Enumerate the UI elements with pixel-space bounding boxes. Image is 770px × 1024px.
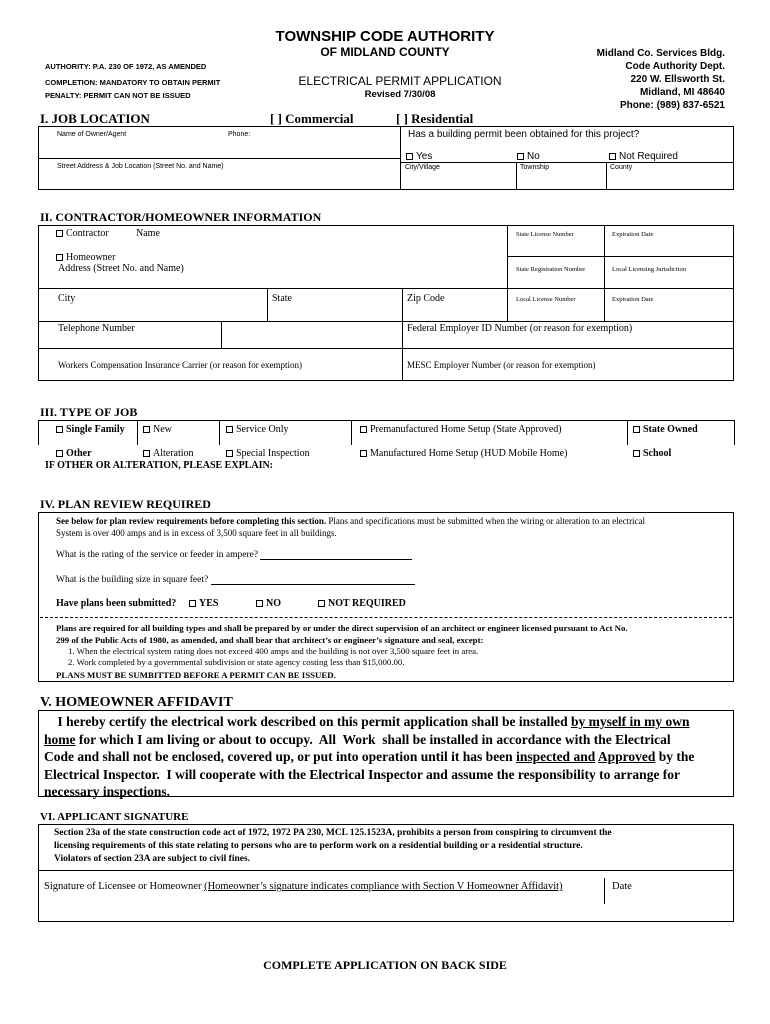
- checkbox[interactable]: [318, 600, 325, 607]
- expiration-date-label[interactable]: Expiration Date: [612, 231, 654, 238]
- checkbox[interactable]: [56, 230, 63, 237]
- checkbox[interactable]: [406, 153, 413, 160]
- plans-yes-option[interactable]: YES: [189, 598, 218, 609]
- penalty-text: PENALTY: PERMIT CAN NOT BE ISSUED: [45, 91, 191, 100]
- checkbox[interactable]: [360, 426, 367, 433]
- service-rating-question[interactable]: What is the rating of the service or feeder in ampere?: [56, 550, 412, 560]
- section-23a-text: Section 23a of the state construction code act of 1972, 1972 PA 230, MCL 125.1523A, prohibits a person from conspiring to circumvent the licensing requirements of this state relating to persons who are to perform work on a residential building or a residential structure. Violators of section 23A are subject to civil fines.: [54, 828, 612, 864]
- checkbox[interactable]: [56, 254, 63, 261]
- state-label[interactable]: State: [272, 293, 292, 304]
- form-title: TOWNSHIP CODE AUTHORITY: [275, 28, 495, 45]
- checkbox[interactable]: [226, 450, 233, 457]
- permit-not-required-option[interactable]: Not Required: [609, 151, 678, 162]
- new-option[interactable]: New: [143, 424, 172, 435]
- address-line: Midland, MI 48640: [639, 87, 725, 98]
- checkbox[interactable]: [517, 153, 524, 160]
- telephone-label[interactable]: Telephone Number: [58, 323, 135, 334]
- checkbox[interactable]: [226, 426, 233, 433]
- checkbox[interactable]: [256, 600, 263, 607]
- street-field-label[interactable]: Street Address & Job Location (Street No. and Name): [57, 163, 224, 170]
- checkbox[interactable]: [609, 153, 616, 160]
- checkbox[interactable]: [633, 450, 640, 457]
- checkbox[interactable]: [189, 600, 196, 607]
- section-2-title: II. CONTRACTOR/HOMEOWNER INFORMATION: [40, 210, 322, 224]
- other-option[interactable]: Other: [56, 448, 92, 459]
- zip-label[interactable]: Zip Code: [407, 293, 445, 304]
- back-side-notice: COMPLETE APPLICATION ON BACK SIDE: [263, 958, 507, 972]
- exception-item: 2. Work completed by a governmental subdivision or state agency costing less than $15,000.00.: [68, 657, 405, 667]
- state-license-label[interactable]: State License Number: [516, 231, 574, 238]
- homeowner-option[interactable]: Homeowner: [56, 252, 115, 263]
- address-line: Code Authority Dept.: [625, 61, 725, 72]
- plans-submitted-question: Have plans been submitted?: [56, 598, 177, 609]
- building-size-question[interactable]: What is the building size in square feet?: [56, 575, 415, 585]
- manufactured-option[interactable]: Manufactured Home Setup (HUD Mobile Home): [360, 448, 567, 459]
- exceptions-list: [68, 646, 478, 668]
- building-size-input[interactable]: [211, 584, 415, 585]
- section-3-title: III. TYPE OF JOB: [40, 405, 138, 419]
- permit-yes-option[interactable]: Yes: [406, 151, 432, 162]
- plans-not-required-option[interactable]: NOT REQUIRED: [318, 598, 406, 609]
- fein-label[interactable]: Federal Employer ID Number (or reason for exemption): [407, 323, 633, 334]
- special-inspection-option[interactable]: Special Inspection: [226, 448, 310, 459]
- service-only-option[interactable]: Service Only: [226, 424, 289, 435]
- affidavit-text: I hereby certify the electrical work described on this permit application shall be installed by myself in my own home for which I am living or about to occupy. All Work shall be installed in accordance with the Electrical Code and shall not be enclosed, covered up, or put into operation until it has been inspected and Approved by the Electrical Inspector. I will cooperate with the Electrical Inspector and assume the responsibility to arrange for necessary inspections.: [44, 714, 695, 799]
- school-option[interactable]: School: [633, 448, 671, 459]
- date-divider: [604, 878, 605, 904]
- residential-option[interactable]: [ ] Residential: [396, 111, 474, 126]
- office-phone: Phone: (989) 837-6521: [619, 100, 725, 111]
- address-label[interactable]: Address (Street No. and Name): [58, 263, 184, 274]
- plans-no-option[interactable]: NO: [256, 598, 281, 609]
- expiration-date-label[interactable]: Expiration Date: [612, 296, 654, 303]
- premanufactured-option[interactable]: Premanufactured Home Setup (State Approved): [360, 424, 562, 435]
- explain-label[interactable]: IF OTHER OR ALTERATION, PLEASE EXPLAIN:: [45, 460, 274, 471]
- checkbox[interactable]: [143, 426, 150, 433]
- exception-item: 1. When the electrical system rating does not exceed 400 amps and the building is not over 3,500 square feet in area.: [68, 646, 479, 656]
- checkbox[interactable]: [360, 450, 367, 457]
- checkbox[interactable]: [633, 426, 640, 433]
- city-village-label[interactable]: City/Village: [405, 164, 440, 171]
- township-label[interactable]: Township: [520, 164, 550, 171]
- county-label[interactable]: County: [610, 164, 633, 171]
- plans-requirement-text: Plans are required for all building types and shall be prepared by or under the direct supervision of an architect or engineer licensed pursuant to Act No. 299 of the Public Acts of 1980, as amended, and shall bear that architect’s or engineer’s signature and seal, except:: [56, 623, 628, 645]
- checkbox[interactable]: [56, 426, 63, 433]
- signature-field-label[interactable]: Signature of Licensee or Homeowner (Homeowner’s signature indicates compliance with Section V Homeowner Affidavit): [44, 881, 563, 892]
- checkbox[interactable]: [56, 450, 63, 457]
- state-owned-option[interactable]: State Owned: [633, 424, 698, 435]
- plan-review-intro: See below for plan review requirements before completing this section. Plans and specifications must be submitted when the wiring or alteration to an electrical System is over 400 amps and is in excess of 3,500 square feet in all buildings.: [56, 516, 646, 538]
- completion-text: COMPLETION: MANDATORY TO OBTAIN PERMIT: [45, 78, 221, 87]
- section-4-title: IV. PLAN REVIEW REQUIRED: [40, 497, 211, 511]
- service-rating-input[interactable]: [260, 559, 412, 560]
- local-jurisdiction-label[interactable]: Local Licensing Jurisdiction: [612, 266, 687, 273]
- name-label[interactable]: Name: [136, 228, 160, 239]
- office-address: [597, 47, 725, 112]
- divider: [40, 617, 732, 618]
- revised-date: Revised 7/30/08: [364, 89, 436, 100]
- mesc-label[interactable]: MESC Employer Number (or reason for exemption): [407, 360, 596, 370]
- date-field-label[interactable]: Date: [612, 881, 632, 892]
- section-1-title: I. JOB LOCATION: [40, 111, 150, 126]
- contractor-option[interactable]: Contractor: [56, 228, 109, 239]
- workers-comp-label[interactable]: Workers Compensation Insurance Carrier (or reason for exemption): [58, 360, 302, 370]
- address-line: 220 W. Ellsworth St.: [630, 74, 725, 85]
- building-permit-question: Has a building permit been obtained for this project?: [408, 129, 640, 140]
- form-name: ELECTRICAL PERMIT APPLICATION: [298, 74, 502, 88]
- checkbox[interactable]: [143, 450, 150, 457]
- authority-text: AUTHORITY: P.A. 230 OF 1972, AS AMENDED: [45, 62, 207, 71]
- state-registration-label[interactable]: State Registration Number: [516, 266, 586, 273]
- local-license-label[interactable]: Local License Number: [516, 296, 576, 303]
- permit-no-option[interactable]: No: [517, 151, 540, 162]
- section-6-title: VI. APPLICANT SIGNATURE: [40, 811, 189, 823]
- owner-field-label[interactable]: Name of Owner/Agent: [57, 131, 127, 138]
- section-5-title: V. HOMEOWNER AFFIDAVIT: [40, 695, 233, 710]
- commercial-option[interactable]: [ ] Commercial: [270, 111, 354, 126]
- alteration-option[interactable]: Alteration: [143, 448, 194, 459]
- form-subtitle: OF MIDLAND COUNTY: [320, 45, 450, 59]
- city-label[interactable]: City: [58, 293, 76, 304]
- address-line: Midland Co. Services Bldg.: [596, 48, 725, 59]
- plans-must-text: PLANS MUST BE SUMBITTED BEFORE A PERMIT CAN BE ISSUED.: [56, 670, 336, 680]
- phone-field-label[interactable]: Phone:: [228, 131, 251, 138]
- contractor-box: [38, 225, 734, 381]
- single-family-option[interactable]: Single Family: [56, 424, 125, 435]
